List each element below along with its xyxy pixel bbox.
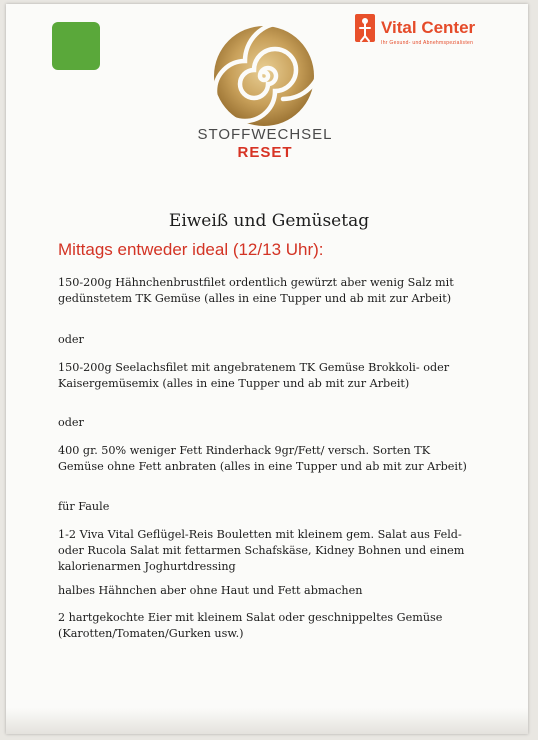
separator-oder: oder bbox=[58, 416, 84, 429]
vital-center-tagline: Ihr Gesund- und Abnehmspezialisten bbox=[381, 40, 474, 46]
meal-option-chicken: 150-200g Hähnchenbrustfilet ordentlich gewürzt aber wenig Salz mit gedünstetem TK Gemüse (alles in eine Tupper und ab mit zur Arbeit) bbox=[58, 276, 454, 305]
brand-subname: RESET bbox=[237, 144, 293, 161]
lazy-label: für Faule bbox=[58, 500, 110, 513]
page-title: Eiweiß und Gemüsetag bbox=[168, 211, 370, 231]
section-heading: Mittags entweder ideal (12/13 Uhr): bbox=[58, 240, 324, 259]
meal-option-half-chicken: halbes Hähnchen aber ohne Haut und Fett abmachen bbox=[58, 584, 363, 597]
vital-center-name: Vital Center bbox=[381, 18, 476, 37]
brand-name: STOFFWECHSEL bbox=[197, 126, 333, 143]
vital-center-mark-icon bbox=[355, 14, 375, 42]
meal-option-bouletten: 1-2 Viva Vital Geflügel-Reis Bouletten mit kleinem gem. Salat aus Feld- oder Rucola Salat mit fettarmen Schafskäse, Kidney Bohnen und einem kalorienarmen Joghurtdressing bbox=[58, 528, 465, 573]
vital-center-logo bbox=[355, 12, 495, 52]
spiral-logo-icon bbox=[212, 24, 316, 128]
scan-shadow bbox=[6, 708, 528, 734]
meal-option-pollock: 150-200g Seelachsfilet mit angebratenem TK Gemüse Brokkoli- oder Kaisergemüsemix (alles in eine Tupper und ab mit zur Arbeit) bbox=[58, 361, 450, 390]
meal-option-eggs: 2 hartgekochte Eier mit kleinem Salat oder geschnippeltes Gemüse (Karotten/Tomaten/Gurken usw.) bbox=[58, 611, 443, 640]
green-color-swatch bbox=[52, 22, 100, 70]
meal-option-beef: 400 gr. 50% weniger Fett Rinderhack 9gr/Fett/ versch. Sorten TK Gemüse ohne Fett anbraten (alles in eine Tupper und ab mit zur Arbeit) bbox=[58, 444, 467, 473]
separator-oder: oder bbox=[58, 333, 84, 346]
